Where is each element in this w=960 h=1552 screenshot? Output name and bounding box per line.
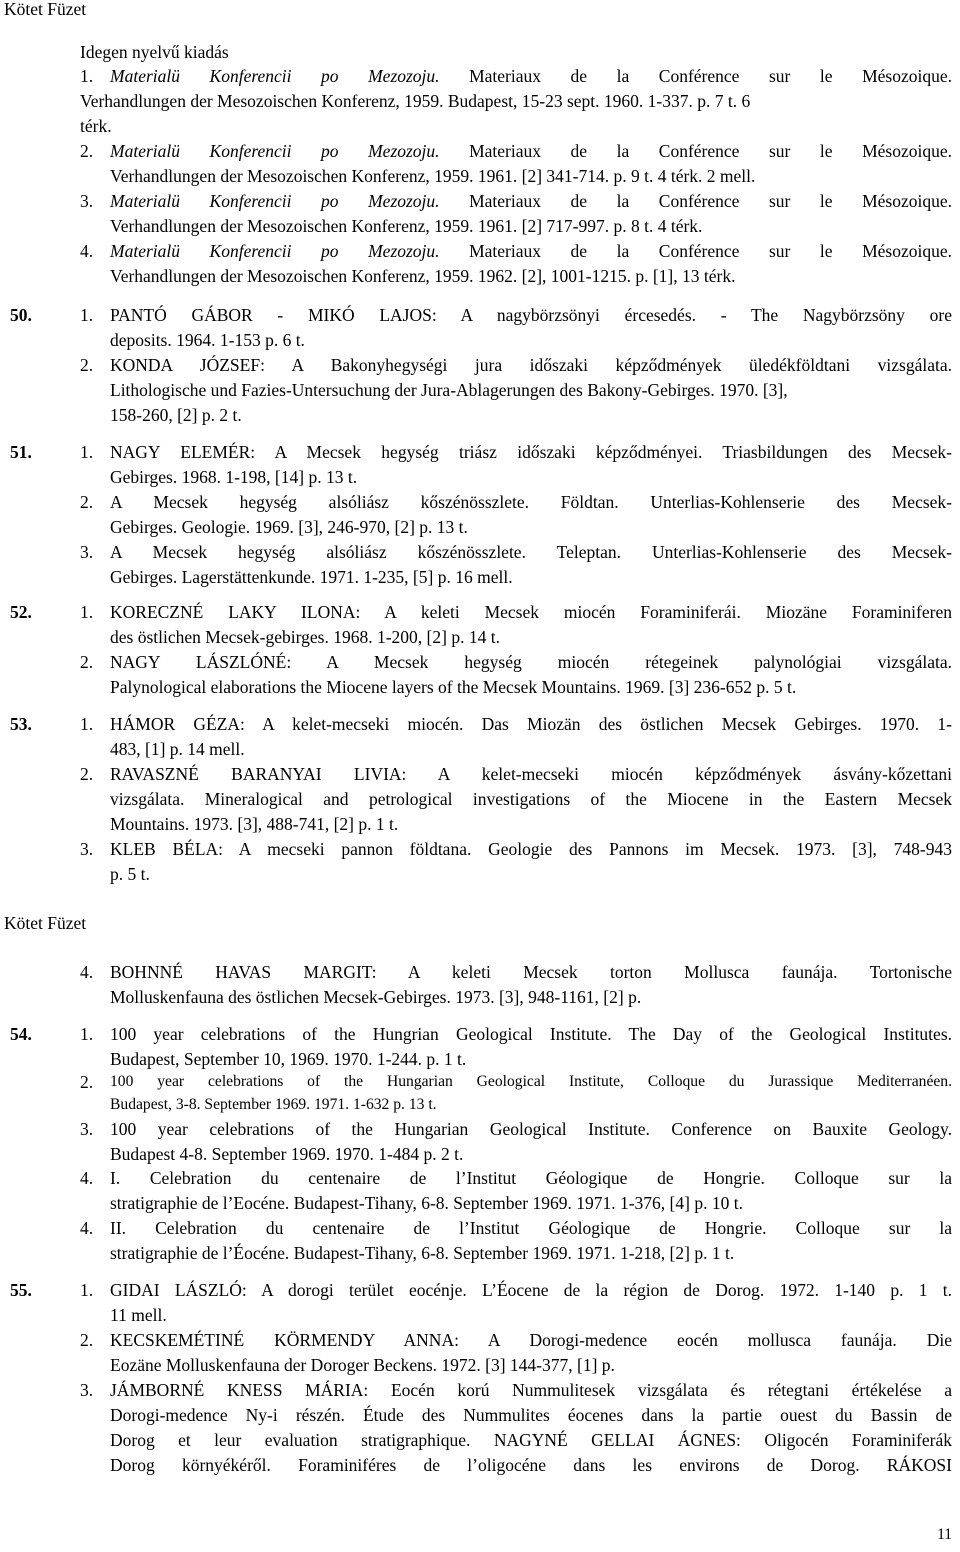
intro-item-1-line: Verhandlungen der Mesozoischen Konferenz, 1959. Budapest, 15-23 sept. 1960. 1-337. p. 7 t. 6 — [80, 91, 751, 111]
section-number: 54. — [10, 1024, 32, 1044]
intro-item-3-title: Materialü Konferencii po Mezozoju. Materiaux de la Conférence sur le Mésozoique. — [110, 191, 952, 211]
intro-item-1-line: térk. — [80, 116, 112, 136]
entry-line: p. 5 t. — [110, 864, 150, 884]
entry-line: JÁMBORNÉ KNESS MÁRIA: Eocén korú Nummulitesek vizsgálata és rétegtani értékelése a — [110, 1380, 952, 1400]
entry-line: 11 mell. — [110, 1305, 167, 1325]
item-number: 2. — [80, 141, 94, 161]
entry-line: Budapest, September 10, 1969. 1970. 1-244. p. 1 t. — [110, 1049, 467, 1069]
running-header: Kötet Füzet — [4, 0, 87, 19]
intro-heading: Idegen nyelvű kiadás — [80, 42, 229, 62]
section-number: 52. — [10, 602, 32, 622]
item-number: 1. — [80, 66, 94, 86]
item-number: 1. — [80, 714, 94, 734]
item-number: 1. — [80, 1024, 94, 1044]
item-number: 4. — [80, 962, 94, 982]
entry-line: Eozäne Molluskenfauna der Doroger Beckens. 1972. [3] 144-377, [1] p. — [110, 1355, 615, 1375]
item-number: 2. — [80, 764, 94, 784]
item-number: 4. — [80, 1218, 94, 1238]
intro-item-3-line: Verhandlungen der Mesozoischen Konferenz, 1959. 1961. [2] 717-997. p. 8 t. 4 térk. — [110, 216, 703, 236]
entry-line: 483, [1] p. 14 mell. — [110, 739, 245, 759]
entry-line: Dorog környékéről. Foraminiféres de l’oligocéne dans les environs de Dorog. RÁKOSI — [110, 1455, 952, 1475]
item-number: 1. — [80, 1280, 94, 1300]
entry-line: Budapest, 3-8. September 1969. 1971. 1-632 p. 13 t. — [110, 1096, 437, 1113]
entry-line: stratigraphie de l’Éocéne. Budapest-Tihany, 6-8. September 1969. 1971. 1-218, [2] p. 1 t. — [110, 1243, 735, 1263]
item-number: 2. — [80, 1072, 94, 1092]
entry-line: Dorogi-medence Ny-i részén. Étude des Nummulites éocenes dans la partie ouest du Bassin de — [110, 1405, 952, 1425]
entry-line: GIDAI LÁSZLÓ: A dorogi terület eocénje. L’Éocene de la région de Dorog. 1972. 1-140 p. 1 t. — [110, 1280, 952, 1300]
section-number: 55. — [10, 1280, 32, 1300]
entry-line: BOHNNÉ HAVAS MARGIT: A keleti Mecsek torton Mollusca faunája. Tortonische — [110, 962, 952, 982]
intro-item-4-title: Materialü Konferencii po Mezozoju. Materiaux de la Conférence sur le Mésozoique. — [110, 241, 952, 261]
entry-line: Budapest 4-8. September 1969. 1970. 1-484 p. 2 t. — [110, 1144, 464, 1164]
entry-line: RAVASZNÉ BARANYAI LIVIA: A kelet-mecseki miocén képződmények ásvány-kőzettani — [110, 764, 952, 784]
entry-line: A Mecsek hegység alsóliász kőszénösszlete. Teleptan. Unterlias-Kohlenserie des Mecsek- — [110, 542, 952, 562]
entry-line: Gebirges. Lagerstättenkunde. 1971. 1-235, [5] p. 16 mell. — [110, 567, 513, 587]
entry-line: Gebirges. Geologie. 1969. [3], 246-970, [2] p. 13 t. — [110, 517, 468, 537]
entry-line: PANTÓ GÁBOR - MIKÓ LAJOS: A nagybörzsönyi ércesedés. - The Nagybörzsöny ore — [110, 305, 952, 325]
section-number: 53. — [10, 714, 32, 734]
entry-line: NAGY ELEMÉR: A Mecsek hegység triász időszaki képződményei. Triasbildungen des Mecsek- — [110, 442, 952, 462]
item-number: 3. — [80, 839, 94, 859]
section-number: 51. — [10, 442, 32, 462]
item-number: 4. — [80, 1168, 94, 1188]
entry-line: Gebirges. 1968. 1-198, [14] p. 13 t. — [110, 467, 358, 487]
entry-line: Mountains. 1973. [3], 488-741, [2] p. 1 t. — [110, 814, 399, 834]
item-number: 3. — [80, 1119, 94, 1139]
entry-line: Lithologische und Fazies-Untersuchung der Jura-Ablagerungen des Bakony-Gebirges. 1970. [3], — [110, 380, 788, 400]
entry-line: Molluskenfauna des östlichen Mecsek-Gebirges. 1973. [3], 948-1161, [2] p. — [110, 987, 642, 1007]
entry-line: 158-260, [2] p. 2 t. — [110, 405, 242, 425]
item-number: 3. — [80, 542, 94, 562]
item-number: 2. — [80, 492, 94, 512]
item-number: 2. — [80, 1330, 94, 1350]
entry-line: 100 year celebrations of the Hungrian Geological Institute. The Day of the Geological Institutes. — [110, 1024, 952, 1044]
entry-line: A Mecsek hegység alsóliász kőszénösszlete. Földtan. Unterlias-Kohlenserie des Mecsek- — [110, 492, 952, 512]
entry-line: deposits. 1964. 1-153 p. 6 t. — [110, 330, 305, 350]
intro-item-1-title: Materialü Konferencii po Mezozoju. Materiaux de la Conférence sur le Mésozoique. — [110, 66, 952, 86]
item-number: 2. — [80, 652, 94, 672]
entry-line: KLEB BÉLA: A mecseki pannon földtana. Geologie des Pannons im Mecsek. 1973. [3], 748-943 — [110, 839, 952, 859]
item-number: 3. — [80, 191, 94, 211]
entry-line: 100 year celebrations of the Hungarian Geological Institute. Conference on Bauxite Geology. — [110, 1119, 952, 1139]
entry-line: KORECZNÉ LAKY ILONA: A keleti Mecsek miocén Foraminiferái. Miozäne Foraminiferen — [110, 602, 952, 622]
entry-line: 100 year celebrations of the Hungarian Geological Institute, Colloque du Jurassique Mediterranéen. — [110, 1073, 952, 1090]
item-number: 1. — [80, 602, 94, 622]
intro-item-2-line: Verhandlungen der Mesozoischen Konferenz, 1959. 1961. [2] 341-714. p. 9 t. 4 térk. 2 mell. — [110, 166, 756, 186]
running-header: Kötet Füzet — [4, 913, 87, 933]
entry-line: Dorog et leur evaluation stratigraphique. NAGYNÉ GELLAI ÁGNES: Oligocén Foraminiferák — [110, 1430, 952, 1450]
item-number: 4. — [80, 241, 94, 261]
item-number: 1. — [80, 442, 94, 462]
entry-line: Palynological elaborations the Miocene layers of the Mecsek Mountains. 1969. [3] 236-652 p. 5 t. — [110, 677, 797, 697]
intro-item-2-title: Materialü Konferencii po Mezozoju. Materiaux de la Conférence sur le Mésozoique. — [110, 141, 952, 161]
item-number: 2. — [80, 355, 94, 375]
page-number: 11 — [937, 1526, 952, 1543]
entry-line: I. Celebration du centenaire de l’Institut Géologique de Hongrie. Colloque sur la — [110, 1168, 952, 1188]
entry-line: NAGY LÁSZLÓNÉ: A Mecsek hegység miocén rétegeinek palynológiai vizsgálata. — [110, 652, 952, 672]
entry-line: KONDA JÓZSEF: A Bakonyhegységi jura időszaki képződmények üledékföldtani vizsgálata. — [110, 355, 952, 375]
section-number: 50. — [10, 305, 32, 325]
item-number: 1. — [80, 305, 94, 325]
entry-line: des östlichen Mecsek-gebirges. 1968. 1-200, [2] p. 14 t. — [110, 627, 500, 647]
item-number: 3. — [80, 1380, 94, 1400]
entry-line: vizsgálata. Mineralogical and petrological investigations of the Miocene in the Eastern Mecsek — [110, 789, 952, 809]
entry-line: KECSKEMÉTINÉ KÖRMENDY ANNA: A Dorogi-medence eocén mollusca faunája. Die — [110, 1330, 952, 1350]
entry-line: stratigraphie de l’Eocéne. Budapest-Tihany, 6-8. September 1969. 1971. 1-376, [4] p. 10 t. — [110, 1193, 743, 1213]
entry-line: HÁMOR GÉZA: A kelet-mecseki miocén. Das Miozän des östlichen Mecsek Gebirges. 1970. 1- — [110, 714, 952, 734]
entry-line: II. Celebration du centenaire de l’Institut Géologique de Hongrie. Colloque sur la — [110, 1218, 952, 1238]
intro-item-4-line: Verhandlungen der Mesozoischen Konferenz, 1959. 1962. [2], 1001-1215. p. [1], 13 térk. — [110, 266, 736, 286]
